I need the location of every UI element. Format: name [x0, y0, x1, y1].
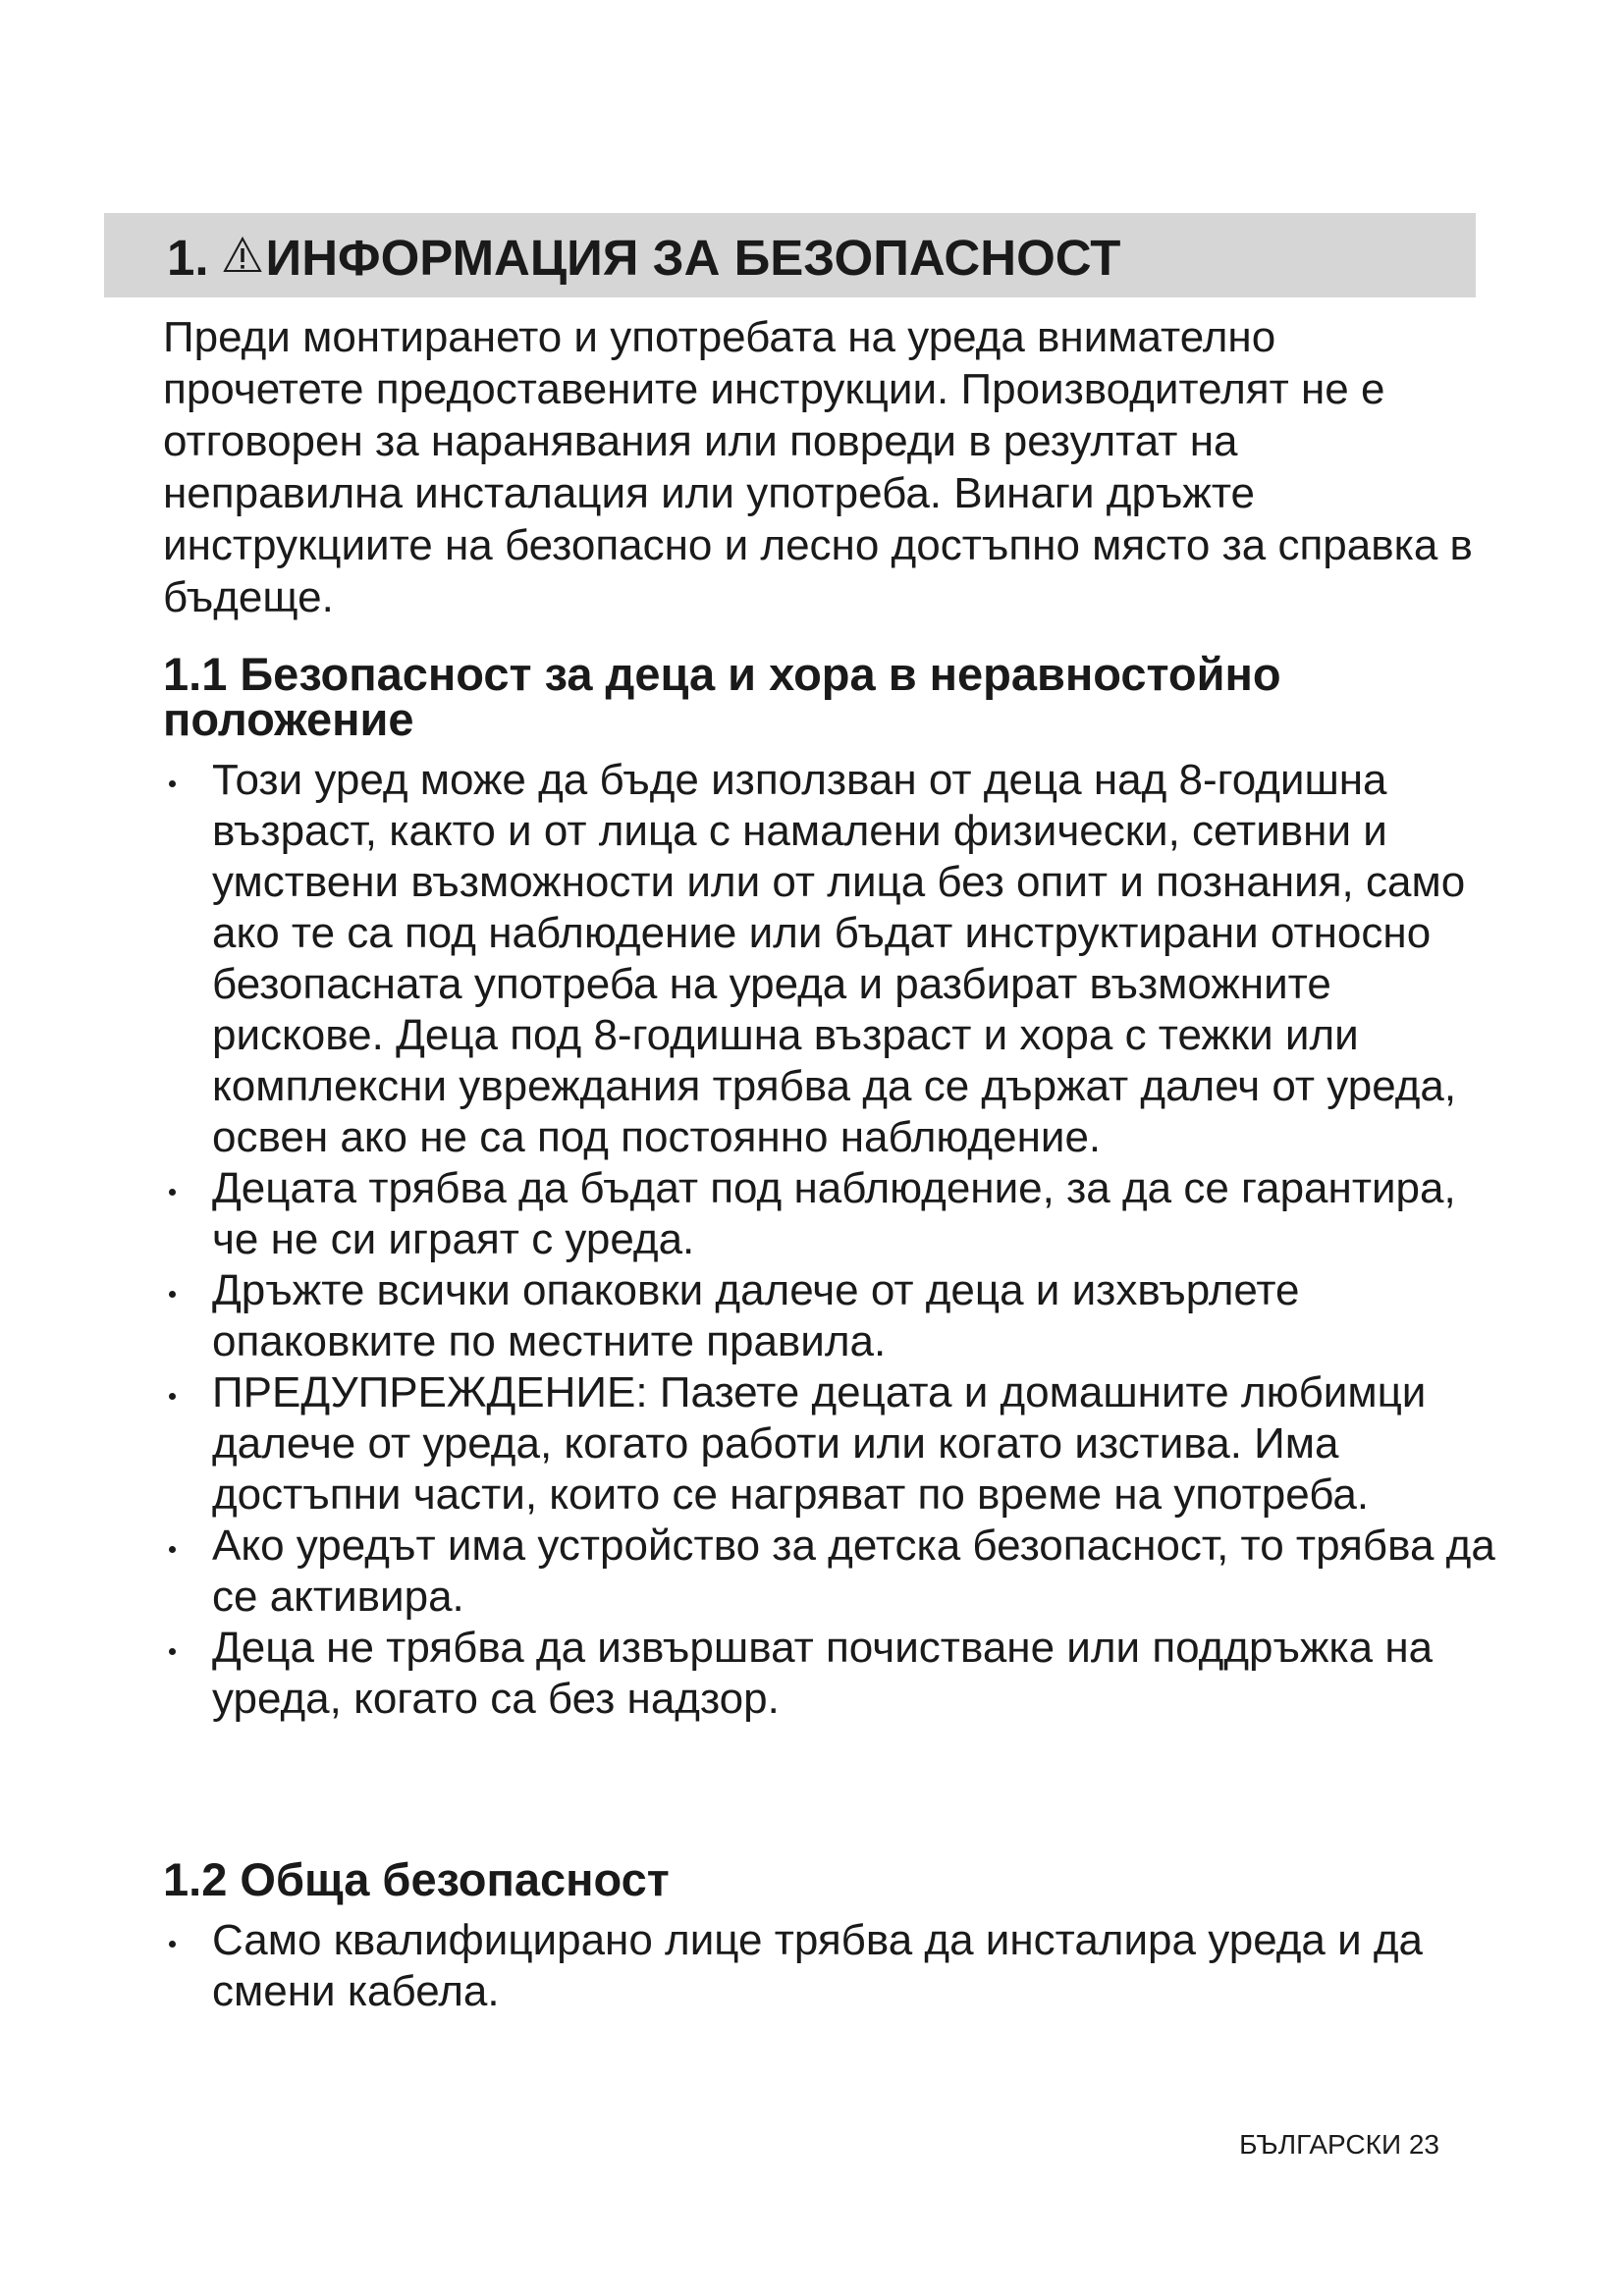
list-item: Деца не трябва да извършват почистване или поддръжка на уреда, когато са без надзор. [163, 1623, 1498, 1725]
subsection-heading-children-safety: 1.1 Безопасност за деца и хора в неравностойно положение [163, 648, 1281, 745]
section-number: 1. [167, 230, 209, 286]
intro-paragraph: Преди монтирането и употребата на уреда внимателно прочетете предоставените инструкции. Производителят не е отговорен за наранявания или повреди в резултат на неправилна инсталация или употреба. Винаги дръжте инструкциите на безопасно и лесно достъпно място за справка в бъдеще. [163, 313, 1473, 621]
list-item: ПРЕДУПРЕЖДЕНИЕ: Пазете децата и домашните любимци далече от уреда, когато работи или когато изстива. Има достъпни части, които се нагряват по време на употреба. [163, 1367, 1498, 1521]
children-safety-list [163, 755, 1498, 1725]
warning-triangle-icon [223, 236, 262, 275]
page-footer: БЪЛГАРСКИ 23 [1239, 2129, 1439, 2160]
general-safety-list [163, 1915, 1498, 2017]
list-item: Ако уредът има устройство за детска безопасност, то трябва да се активира. [163, 1521, 1498, 1623]
list-item: Само квалифицирано лице трябва да инсталира уреда и да смени кабела. [163, 1915, 1498, 2017]
section-title-text: ИНФОРМАЦИЯ ЗА БЕЗОПАСНОСТ [265, 230, 1121, 286]
list-item: Дръжте всички опаковки далече от деца и изхвърлете опаковките по местните правила. [163, 1265, 1498, 1367]
list-item: Децата трябва да бъдат под наблюдение, за да се гарантира, че не си играят с уреда. [163, 1163, 1498, 1265]
subsection-heading-general-safety: 1.2 Обща безопасност [163, 1853, 670, 1905]
section-title [167, 229, 1120, 288]
list-item: Този уред може да бъде използван от деца над 8-годишна възраст, както и от лица с намалени физически, сетивни и умствени възможности или от лица без опит и познания, само ако те са под наблюдение или бъдат инструктирани относно безопасната употреба на уреда и разбират възможните рискове. Деца под 8-годишна възраст и хора с тежки или комплексни увреждания трябва да се държат далеч от уреда, освен ако не са под постоянно наблюдение. [163, 755, 1498, 1163]
